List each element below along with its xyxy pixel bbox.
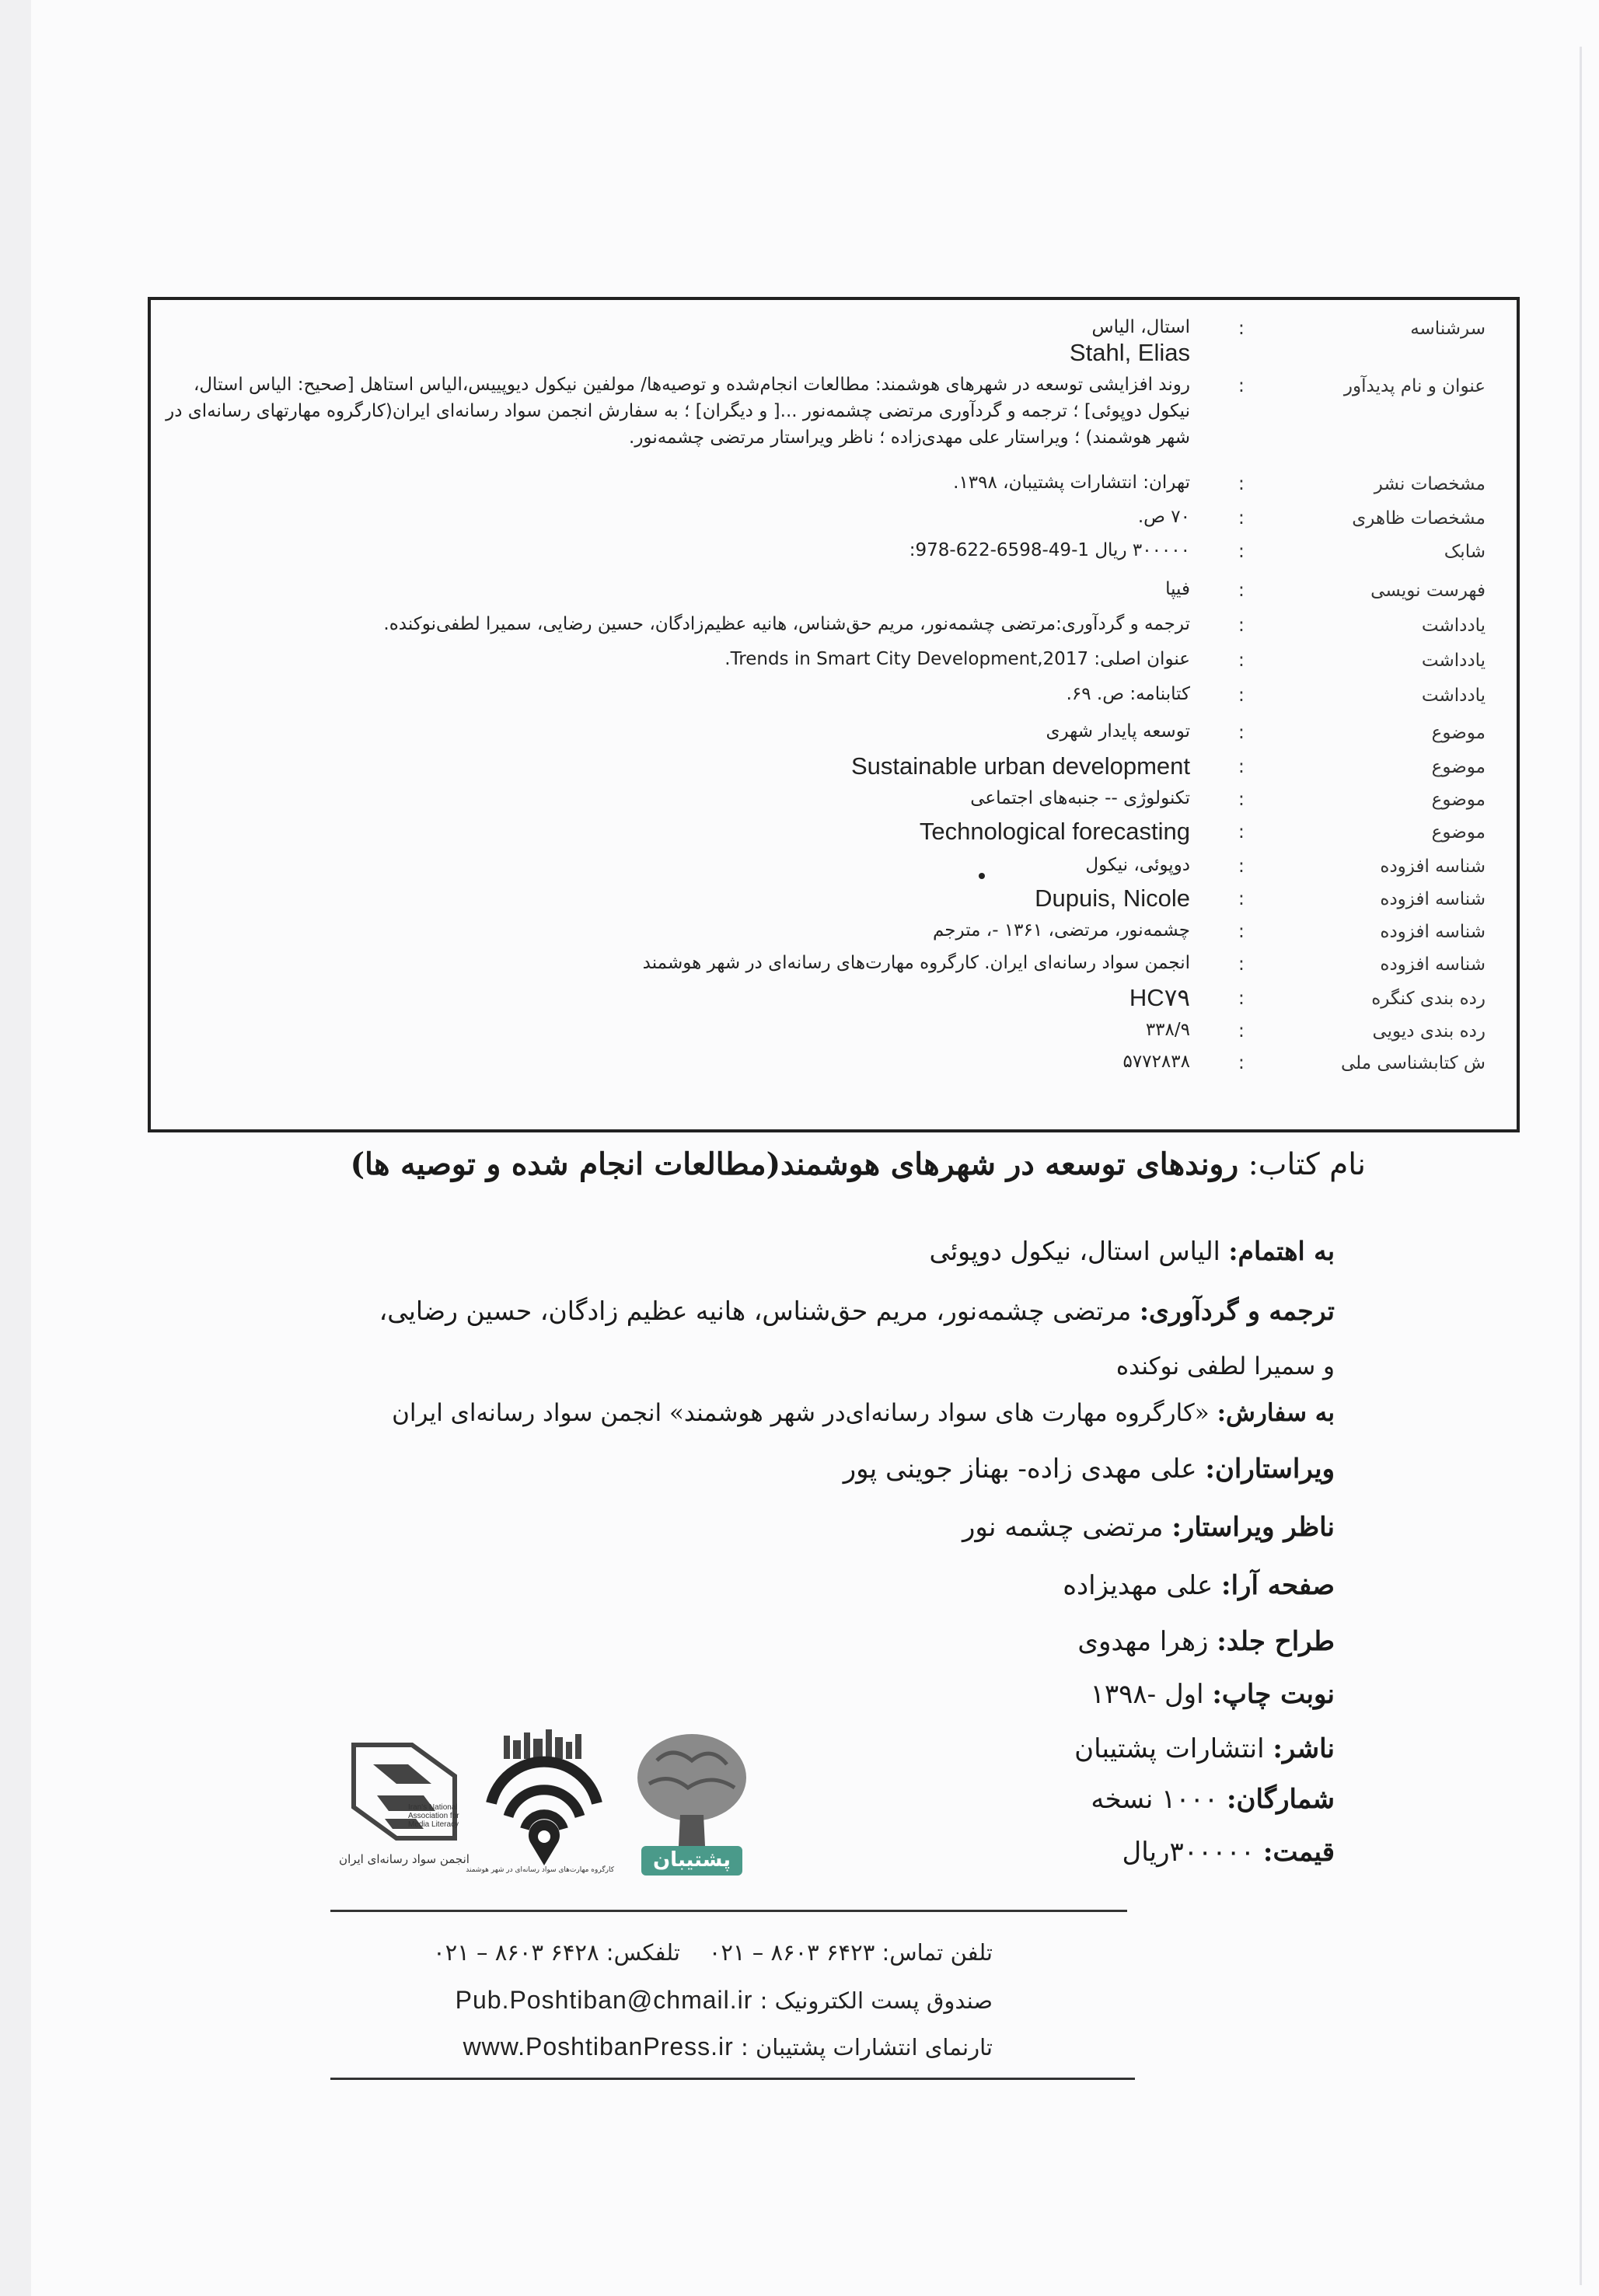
cip-colon: : bbox=[1238, 684, 1245, 706]
price-label: قیمت: bbox=[1262, 1837, 1335, 1868]
contact-phone-line bbox=[433, 1939, 993, 1966]
cip-value: ۳۰۰۰۰۰ ریال 1-49-6598-622-978: bbox=[909, 540, 1190, 560]
cip-label: سرشناسه bbox=[1410, 319, 1486, 339]
poshtiban-logo bbox=[626, 1729, 758, 1884]
editors-value: علی مهدی زاده- بهناز جوینی پور bbox=[843, 1453, 1197, 1485]
web-link[interactable]: www.PoshtibanPress.ir bbox=[463, 2033, 734, 2060]
cip-row bbox=[151, 469, 1517, 508]
colophon-publisher bbox=[1074, 1733, 1335, 1764]
cip-colon: : bbox=[1238, 540, 1245, 562]
editors-label: ویراستاران: bbox=[1205, 1453, 1335, 1485]
cip-label: موضوع bbox=[1431, 723, 1486, 743]
media-literacy-logo bbox=[338, 1729, 470, 1888]
cip-value: ۷۰ ص. bbox=[1137, 507, 1190, 527]
order-label: به سفارش: bbox=[1217, 1399, 1335, 1427]
cip-colon: : bbox=[1238, 920, 1245, 942]
cip-label: شناسه افزوده bbox=[1380, 922, 1486, 942]
colophon-order bbox=[392, 1399, 1335, 1427]
book-title-label: نام کتاب: bbox=[1248, 1147, 1366, 1182]
cip-label: عنوان و نام پدیدآور bbox=[1343, 376, 1486, 396]
order-value: «کارگروه مهارت های سواد رسانه‌ای‌در شهر هوشمند» انجمن سواد رسانه‌ای ایران bbox=[392, 1399, 1210, 1427]
cip-label: موضوع bbox=[1431, 757, 1486, 777]
cip-catalog-box bbox=[148, 297, 1520, 1132]
cip-row bbox=[151, 818, 1517, 857]
cip-row bbox=[151, 372, 1517, 465]
print-value: اول -۱۳۹۸ bbox=[1090, 1679, 1204, 1710]
layout-value: علی مهدیزاده bbox=[1063, 1570, 1213, 1601]
wifi-city-icon bbox=[482, 1729, 606, 1877]
contact-bottom-rule bbox=[330, 2078, 1135, 2080]
price-value: ۳۰۰۰۰۰ریال bbox=[1122, 1837, 1255, 1868]
cip-row bbox=[151, 681, 1517, 720]
cip-value: HC۷۹ bbox=[1129, 984, 1190, 1011]
cip-colon: : bbox=[1238, 821, 1245, 843]
cip-row bbox=[151, 576, 1517, 615]
smart-city-logo bbox=[466, 1729, 614, 1880]
media-literacy-en-text: Iran's National Association for Media Literacy bbox=[408, 1803, 459, 1829]
cip-colon: : bbox=[1238, 1052, 1245, 1073]
cip-label: ش کتابشناسی ملی bbox=[1340, 1053, 1486, 1073]
cip-value: فیپا bbox=[1165, 579, 1190, 599]
supervisor-label: ناظر ویراستار: bbox=[1171, 1512, 1335, 1543]
colophon-supervisor bbox=[962, 1512, 1335, 1543]
translation-value: مرتضی چشمه‌نور، مریم حق‌شناس، هانیه عظیم زادگان، حسین رضایی، bbox=[379, 1296, 1132, 1326]
cip-row bbox=[151, 646, 1517, 685]
cip-row bbox=[151, 537, 1517, 576]
bullet-dot bbox=[979, 873, 985, 879]
cip-value: انجمن سواد رسانه‌ای ایران. کارگروه مهارت‌های رسانه‌ای در شهر هوشمند bbox=[642, 953, 1190, 973]
contact-email-line bbox=[456, 1986, 993, 2015]
publisher-label: ناشر: bbox=[1273, 1733, 1335, 1764]
copies-label: شمارگان: bbox=[1227, 1784, 1335, 1815]
cip-label: یادداشت bbox=[1421, 616, 1486, 636]
cip-colon: : bbox=[1238, 953, 1245, 975]
cip-value: عنوان اصلی: Trends in Smart City Development,2017. bbox=[724, 649, 1190, 669]
cip-colon: : bbox=[1238, 721, 1245, 743]
cip-row bbox=[151, 611, 1517, 650]
cip-label: شناسه افزوده bbox=[1380, 889, 1486, 909]
poshtiban-logo-text: پشتیبان bbox=[652, 1848, 731, 1872]
publisher-value: انتشارات پشتیبان bbox=[1074, 1733, 1265, 1764]
by-value: الیاس استال، نیکول دوپوئی bbox=[929, 1236, 1220, 1266]
cip-label: یادداشت bbox=[1421, 651, 1486, 671]
colophon-print bbox=[1091, 1679, 1335, 1710]
cip-colon: : bbox=[1238, 317, 1245, 339]
cip-colon: : bbox=[1238, 788, 1245, 810]
colophon-layout bbox=[1063, 1570, 1335, 1601]
publisher-logos bbox=[338, 1729, 762, 1885]
cip-label: موضوع bbox=[1431, 790, 1486, 810]
cip-label: یادداشت bbox=[1421, 686, 1486, 706]
colophon-editors bbox=[843, 1453, 1335, 1485]
colophon-price bbox=[1122, 1837, 1335, 1868]
cip-colon: : bbox=[1238, 649, 1245, 671]
cip-value: ترجمه و گردآوری:مرتضی چشمه‌نور، مریم حق‌شناس، هانیه عظیم‌زادگان، حسین رضایی، سمیرا لطفی‌نوکنده. bbox=[383, 614, 1190, 634]
supervisor-value: مرتضی چشمه نور bbox=[962, 1512, 1164, 1543]
book-title-value: روندهای توسعه در شهرهای هوشمند(مطالعات انجام شده و توصیه ها) bbox=[350, 1146, 1239, 1182]
cip-colon: : bbox=[1238, 855, 1245, 877]
cip-value: چشمه‌نور، مرتضی، ۱۳۶۱ -، مترجم bbox=[933, 920, 1190, 940]
cip-value: روند افزایشی توسعه در شهرهای هوشمند: مطالعات انجام‌شده و توصیه‌ها/ مولفین نیکول دیوپییس،الیاس استاهل [صحیح: الیاس استال، نیکول دوپوئی] ؛ ترجمه و گردآوری مرتضی چشمه‌نور ...[ و دیگران] ؛ به سفارش انجمن سواد رسانه‌ای ایران(کارگروه مهارتهای رسانه‌ای در شهر هوشمند) ؛ ویراستار علی مهدی‌زاده ؛ ناظر ویراستار مرتضی چشمه‌نور. bbox=[166, 375, 1190, 448]
cip-value: ۵۷۷۲۸۳۸ bbox=[1122, 1052, 1190, 1072]
cip-colon: : bbox=[1238, 755, 1245, 777]
cover-value: زهرا مهدوی bbox=[1077, 1626, 1209, 1657]
cover-label: طراح جلد: bbox=[1217, 1626, 1335, 1657]
phone-label: تلفن تماس: bbox=[882, 1939, 993, 1966]
page-edge bbox=[1580, 47, 1582, 2285]
colophon-translation bbox=[379, 1296, 1335, 1326]
cip-colon: : bbox=[1238, 614, 1245, 636]
cip-row bbox=[151, 718, 1517, 757]
smart-city-caption: کارگروه مهارت‌های سواد رسانه‌ای در شهر هوشمند bbox=[466, 1866, 614, 1874]
fax-label: تلفکس: bbox=[606, 1939, 680, 1966]
translation-label: ترجمه و گردآوری: bbox=[1139, 1296, 1335, 1326]
cip-row bbox=[151, 1049, 1517, 1087]
cip-colon: : bbox=[1238, 473, 1245, 494]
email-link[interactable]: Pub.Poshtiban@chmail.ir bbox=[455, 1986, 753, 2014]
cip-label: رده بندی کنگره bbox=[1371, 989, 1486, 1009]
cip-colon: : bbox=[1238, 579, 1245, 601]
cip-value: تکنولوژی -- جنبه‌های اجتماعی bbox=[970, 788, 1190, 808]
cip-value: تهران: انتشارات پشتیبان، ۱۳۹۸. bbox=[953, 473, 1190, 493]
colophon-copies bbox=[1091, 1784, 1335, 1815]
by-label: به اهتمام: bbox=[1228, 1236, 1335, 1266]
cip-label: مشخصات ظاهری bbox=[1352, 508, 1486, 529]
cip-colon: : bbox=[1238, 1020, 1245, 1042]
cip-value: Technological forecasting bbox=[919, 818, 1190, 845]
cip-row bbox=[151, 950, 1517, 989]
cip-label: رده بندی دیویی bbox=[1372, 1021, 1486, 1042]
cip-colon: : bbox=[1238, 987, 1245, 1009]
fax-value: ۶۴۲۸ ۸۶۰۳ – ۰۲۱ bbox=[433, 1939, 599, 1966]
colophon-translation-cont bbox=[1116, 1352, 1335, 1380]
cip-colon: : bbox=[1238, 375, 1245, 396]
cip-label: شابک bbox=[1444, 542, 1486, 562]
cip-value: Stahl, Elias bbox=[1069, 339, 1190, 366]
email-label: صندوق پست الکترونیک : bbox=[759, 1987, 993, 2014]
cip-value: استال، الیاس bbox=[1091, 317, 1190, 337]
cip-colon: : bbox=[1238, 888, 1245, 909]
cip-value: توسعه پایدار شهری bbox=[1046, 721, 1190, 741]
cip-value: کتابنامه: ص. ۶۹. bbox=[1066, 684, 1190, 704]
cip-label: شناسه افزوده bbox=[1380, 857, 1486, 877]
phone-value: ۶۴۲۳ ۸۶۰۳ – ۰۲۱ bbox=[708, 1939, 875, 1966]
print-label: نوبت چاپ: bbox=[1212, 1679, 1335, 1710]
cip-label: شناسه افزوده bbox=[1380, 954, 1486, 975]
cip-value: Dupuis, Nicole bbox=[1035, 885, 1190, 912]
contact-web-line bbox=[463, 2033, 993, 2061]
cip-label: فهرست نویسی bbox=[1370, 581, 1486, 601]
translation-value-continued: و سمیرا لطفی نوکنده bbox=[1115, 1352, 1335, 1380]
cip-value: ۳۳۸/۹ bbox=[1145, 1020, 1190, 1040]
cip-colon: : bbox=[1238, 507, 1245, 529]
cip-value: دوپوئی، نیکول bbox=[1085, 855, 1190, 875]
cip-value: Sustainable urban development bbox=[850, 752, 1190, 780]
colophon-by bbox=[929, 1236, 1335, 1266]
contact-top-rule bbox=[330, 1910, 1127, 1912]
web-label: تارنمای انتشارات پشتیبان : bbox=[741, 2034, 993, 2060]
layout-label: صفحه آرا: bbox=[1221, 1570, 1335, 1601]
cip-label: مشخصات نشر bbox=[1374, 474, 1486, 494]
cip-label: موضوع bbox=[1431, 822, 1486, 843]
media-literacy-fa-text: انجمن سواد رسانه‌ای ایران bbox=[339, 1852, 470, 1866]
book-title-line bbox=[351, 1146, 1366, 1182]
colophon-cover bbox=[1077, 1626, 1335, 1657]
copies-value: ۱۰۰۰ نسخه bbox=[1091, 1784, 1219, 1815]
